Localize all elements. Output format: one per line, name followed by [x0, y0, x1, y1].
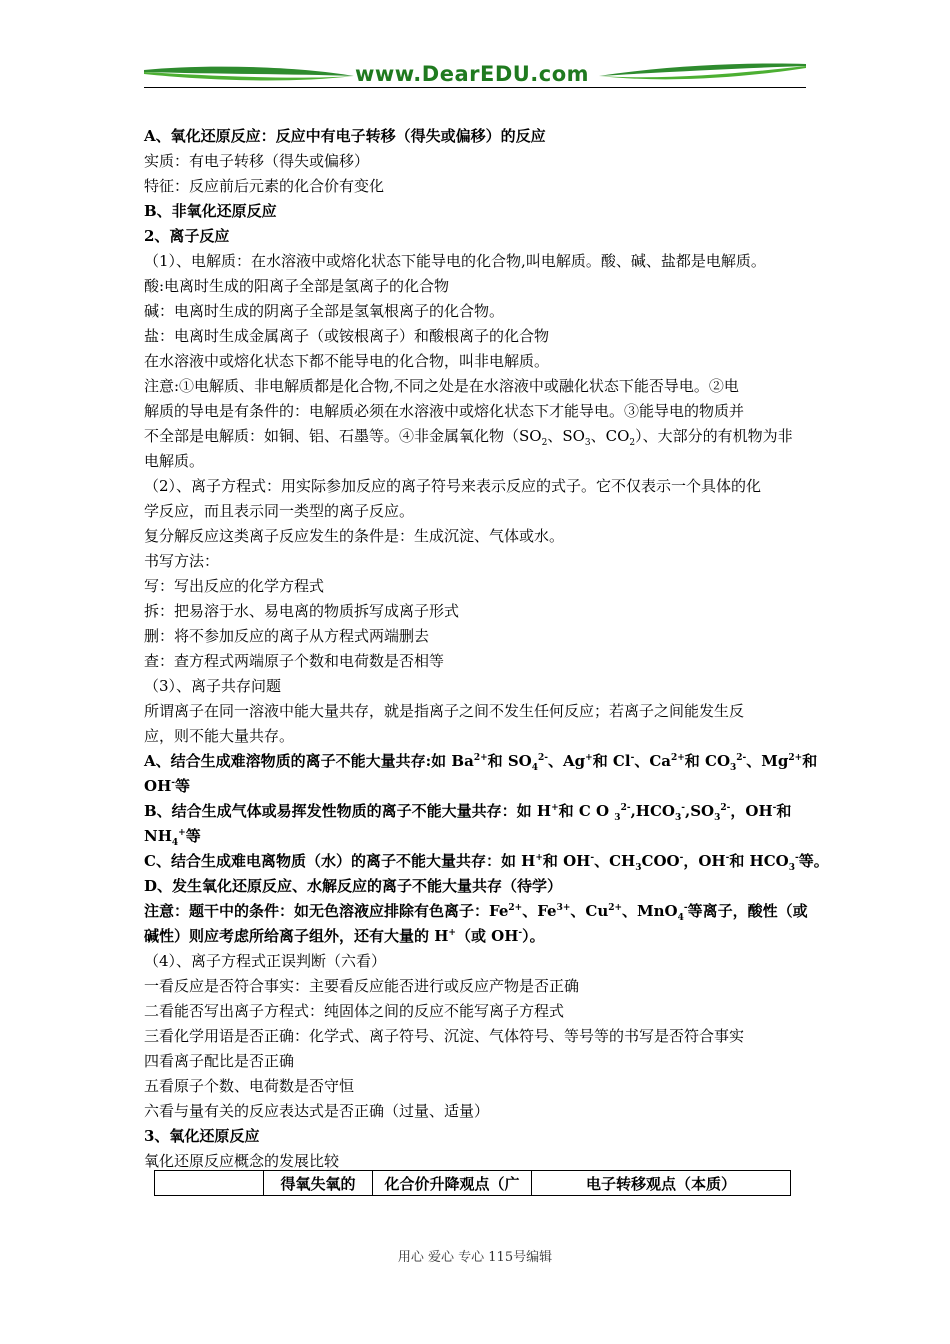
site-logo: www.DearEDU.com — [354, 62, 590, 86]
text-line: 2、离子反应 — [144, 227, 230, 245]
text-line: B、结合生成气体或易挥发性物质的离子不能大量共存：如 H+和 C O $_3^{2-},HCO_3^-,SO_3^{2-}$，OH-和 — [144, 802, 792, 823]
text-line: 注意：题干中的条件：如无色溶液应排除有色离子：$Fe^{2+}$、$Fe^{3+}$、$Cu^{2+}$、MnO$_4$-等离子，酸性（或 — [144, 902, 808, 923]
page-footer: 用心 爱心 专心 115号编辑 — [397, 1250, 553, 1265]
table-header-electron: 电子转移观点（本质） — [532, 1171, 791, 1196]
text-line: （3）、离子共存问题 — [144, 677, 282, 695]
text-line: C、结合生成难电离物质（水）的离子不能大量共存：如 H+和 OH-、$CH_3COO^-$，OH-和 $HCO_3^-$等。 — [144, 852, 829, 873]
text-line: 碱：电离时生成的阴离子全部是氢氧根离子的化合物。 — [144, 302, 505, 320]
text-line: 盐：电离时生成金属离子（或铵根离子）和酸根离子的化合物 — [144, 327, 550, 345]
text-line: （1）、电解质：在水溶液中或熔化状态下能导电的化合物,叫电解质。酸、碱、盐都是电解质。 — [144, 252, 766, 270]
text-line: 四看离子配比是否正确 — [144, 1052, 295, 1070]
text-line: 碱性）则应考虑所给离子组外，还有大量的 H+（或 OH-）。 — [144, 927, 545, 945]
text-line: 三看化学用语是否正确：化学式、离子符号、沉淀、气体符号、等号等的书写是否符合事实 — [144, 1027, 745, 1045]
text-line: 注意:①电解质、非电解质都是化合物,不同之处是在水溶液中或融化状态下能否导电。②电 — [144, 377, 739, 395]
text-line: 特征：反应前后元素的化合价有变化 — [144, 177, 385, 195]
text-line: 查：查方程式两端原子个数和电荷数是否相等 — [144, 652, 445, 670]
text-line: 所谓离子在同一溶液中能大量共存，就是指离子之间不发生任何反应；若离子之间能发生反 — [144, 702, 745, 720]
text-line: OH-等 — [144, 777, 191, 795]
text-line: 酸:电离时生成的阳离子全部是氢离子的化合物 — [144, 277, 450, 295]
table-header-oxygen: 得氧失氧的 — [264, 1171, 373, 1196]
text-line: 解质的导电是有条件的：电解质必须在水溶液中或熔化状态下才能导电。③能导电的物质并 — [144, 402, 745, 420]
table-header-valence: 化合价升降观点（广 — [373, 1171, 532, 1196]
table-cell-empty — [155, 1171, 264, 1196]
comparison-table — [154, 1170, 791, 1196]
text-line: 拆：把易溶于水、易电离的物质拆写成离子形式 — [144, 602, 460, 620]
text-line: （4）、离子方程式正误判断（六看） — [144, 952, 387, 970]
table-header-row — [155, 1171, 791, 1196]
text-line: 书写方法： — [144, 552, 220, 570]
text-line: 电解质。 — [144, 452, 205, 470]
text-line: 氧化还原反应概念的发展比较 — [144, 1152, 340, 1170]
text-line: 五看原子个数、电荷数是否守恒 — [144, 1077, 355, 1095]
text-line: 二看能否写出离子方程式：纯固体之间的反应不能写离子方程式 — [144, 1002, 565, 1020]
text-line: 删：将不参加反应的离子从方程式两端删去 — [144, 627, 430, 645]
text-line: A、氧化还原反应：反应中有电子转移（得失或偏移）的反应 — [144, 127, 546, 145]
text-line: 学反应，而且表示同一类型的离子反应。 — [144, 502, 415, 520]
text-line: B、非氧化还原反应 — [144, 202, 277, 220]
text-line: （2）、离子方程式：用实际参加反应的离子符号来表示反应的式子。它不仅表示一个具体的化 — [144, 477, 762, 495]
text-line: D、发生氧化还原反应、水解反应的离子不能大量共存（待学） — [144, 877, 563, 895]
header-rule — [144, 87, 806, 88]
text-line: 不全部是电解质：如铜、铝、石墨等。④非金属氧化物（$SO_2$、$SO_3$、$CO_2$）、大部分的有机物为非 — [144, 427, 793, 448]
page-header — [144, 60, 806, 92]
text-line: 应，则不能大量共存。 — [144, 727, 295, 745]
text-line: 写：写出反应的化学方程式 — [144, 577, 325, 595]
text-line: 复分解反应这类离子反应发生的条件是：生成沉淀、气体或水。 — [144, 527, 565, 545]
text-line: 在水溶液中或熔化状态下都不能导电的化合物，叫非电解质。 — [144, 352, 550, 370]
document-body — [144, 124, 829, 1174]
text-line: 六看与量有关的反应表达式是否正确（过量、适量） — [144, 1102, 490, 1120]
text-line: 一看反应是否符合事实：主要看反应能否进行或反应产物是否正确 — [144, 977, 580, 995]
text-line: $NH_4^+$等 — [144, 827, 201, 848]
text-line: 实质：有电子转移（得失或偏移） — [144, 152, 370, 170]
text-line: 3、氧化还原反应 — [144, 1127, 260, 1145]
text-line: A、结合生成难溶物质的离子不能大量共存:如 $Ba^{2+}$和 $SO_4^{2-}$、Ag+和 Cl-、$Ca^{2+}$和 $CO_3^{2-}$、$Mg^{2+}$和 — [144, 752, 818, 773]
